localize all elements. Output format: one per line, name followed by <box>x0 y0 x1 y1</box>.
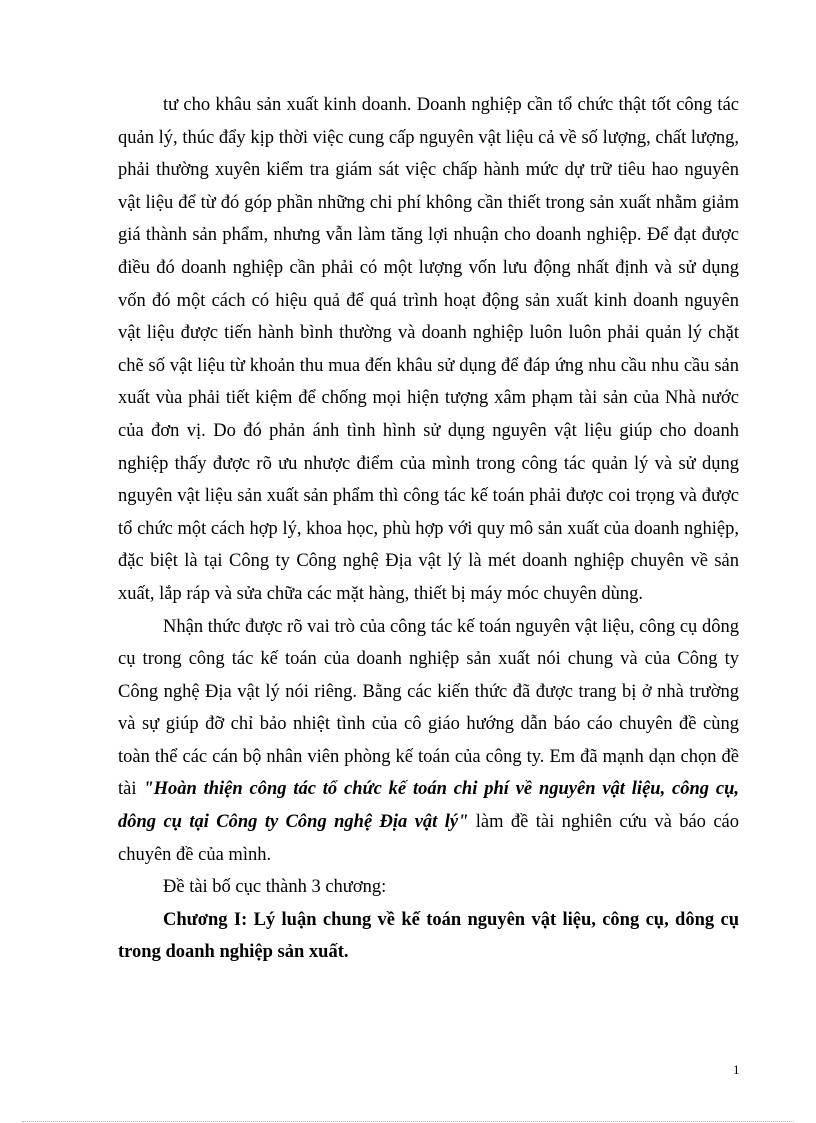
paragraph-intro: tư cho khâu sản xuất kinh doanh. Doanh nghiệp cần tổ chức thật tốt công tác quản lý, thúc đẩy kịp thời việc cung cấp nguyên vật liệu cả về số lượng, chất lượng, phải thường xuyên kiểm tra giám sát việc chấp hành mức dự trữ tiêu hao nguyên vật liệu để từ đó góp phần những chi phí không cần thiết trong sản xuất nhằm giảm giá thành sản phẩm, nhưng vẫn làm tăng lợi nhuận cho doanh nghiệp. Để đạt được điều đó doanh nghiệp cần phải có một lượng vốn lưu động nhất định và sử dụng vốn đó một cách có hiệu quả để quá trình hoạt động sản xuất kinh doanh nguyên vật liệu được tiến hành bình thường và doanh nghiệp luôn luôn phải quản lý chặt chẽ số vật liệu từ khoản thu mua đến khâu sử dụng để đáp ứng nhu cầu nhu cầu sản xuất vùa phải tiết kiệm để chống mọi hiện tượng xâm phạm tài sản của Nhà nước của đơn vị. Do đó phản ánh tình hình sử dụng nguyên vật liệu giúp cho doanh nghiệp thấy được rõ ưu nhược điểm của mình trong công tác quản lý và sử dụng nguyên vật liệu sản xuất sản phẩm thì công tác kế toán phải được coi trọng và được tổ chức một cách hợp lý, khoa học, phù hợp với quy mô sản xuất của doanh nghiệp, đặc biệt là tại Công ty Công nghệ Địa vật lý là mét doanh nghiệp chuyên về sản xuất, lắp ráp và sửa chữa các mặt hàng, thiết bị máy móc chuyên dùng. <box>118 95 739 604</box>
chapter-1-heading: Chương I: Lý luận chung về kế toán nguyên vật liệu, công cụ, dông cụ trong doanh nghiệp sản xuất. <box>118 909 739 963</box>
paragraph-structure: Đề tài bố cục thành 3 chương: <box>163 877 387 898</box>
paragraph-topic-tail: làm đề tài nghiên cứu và báo cáo chuyên đề của mình. <box>118 812 739 865</box>
body-text <box>118 89 739 969</box>
paragraph-topic-lead: Nhận thức được rõ vai trò của công tác kế toán nguyên vật liệu, công cụ dông cụ trong công tác kế toán của doanh nghiệp sản xuất nói chung và của Công ty Công nghệ Địa vật lý nói riêng. Bằng các kiến thức đã được trang bị ở nhà trường và sự giúp đỡ chỉ bảo nhiệt tình của cô giáo hướng dẫn báo cáo chuyên đề cùng toàn thể các cán bộ nhân viên phòng kế toán của công ty. Em đã mạnh dạn chọn đề tài <box>118 616 739 800</box>
thesis-title: "Hoàn thiện công tác tổ chức kế toán chi phí về nguyên vật liệu, công cụ, dông cụ tại Công ty Công nghệ Địa vật lý" <box>118 779 739 833</box>
page-bottom-border <box>22 1121 794 1122</box>
page-number: 1 <box>733 1062 740 1077</box>
paragraph-topic <box>118 611 739 872</box>
